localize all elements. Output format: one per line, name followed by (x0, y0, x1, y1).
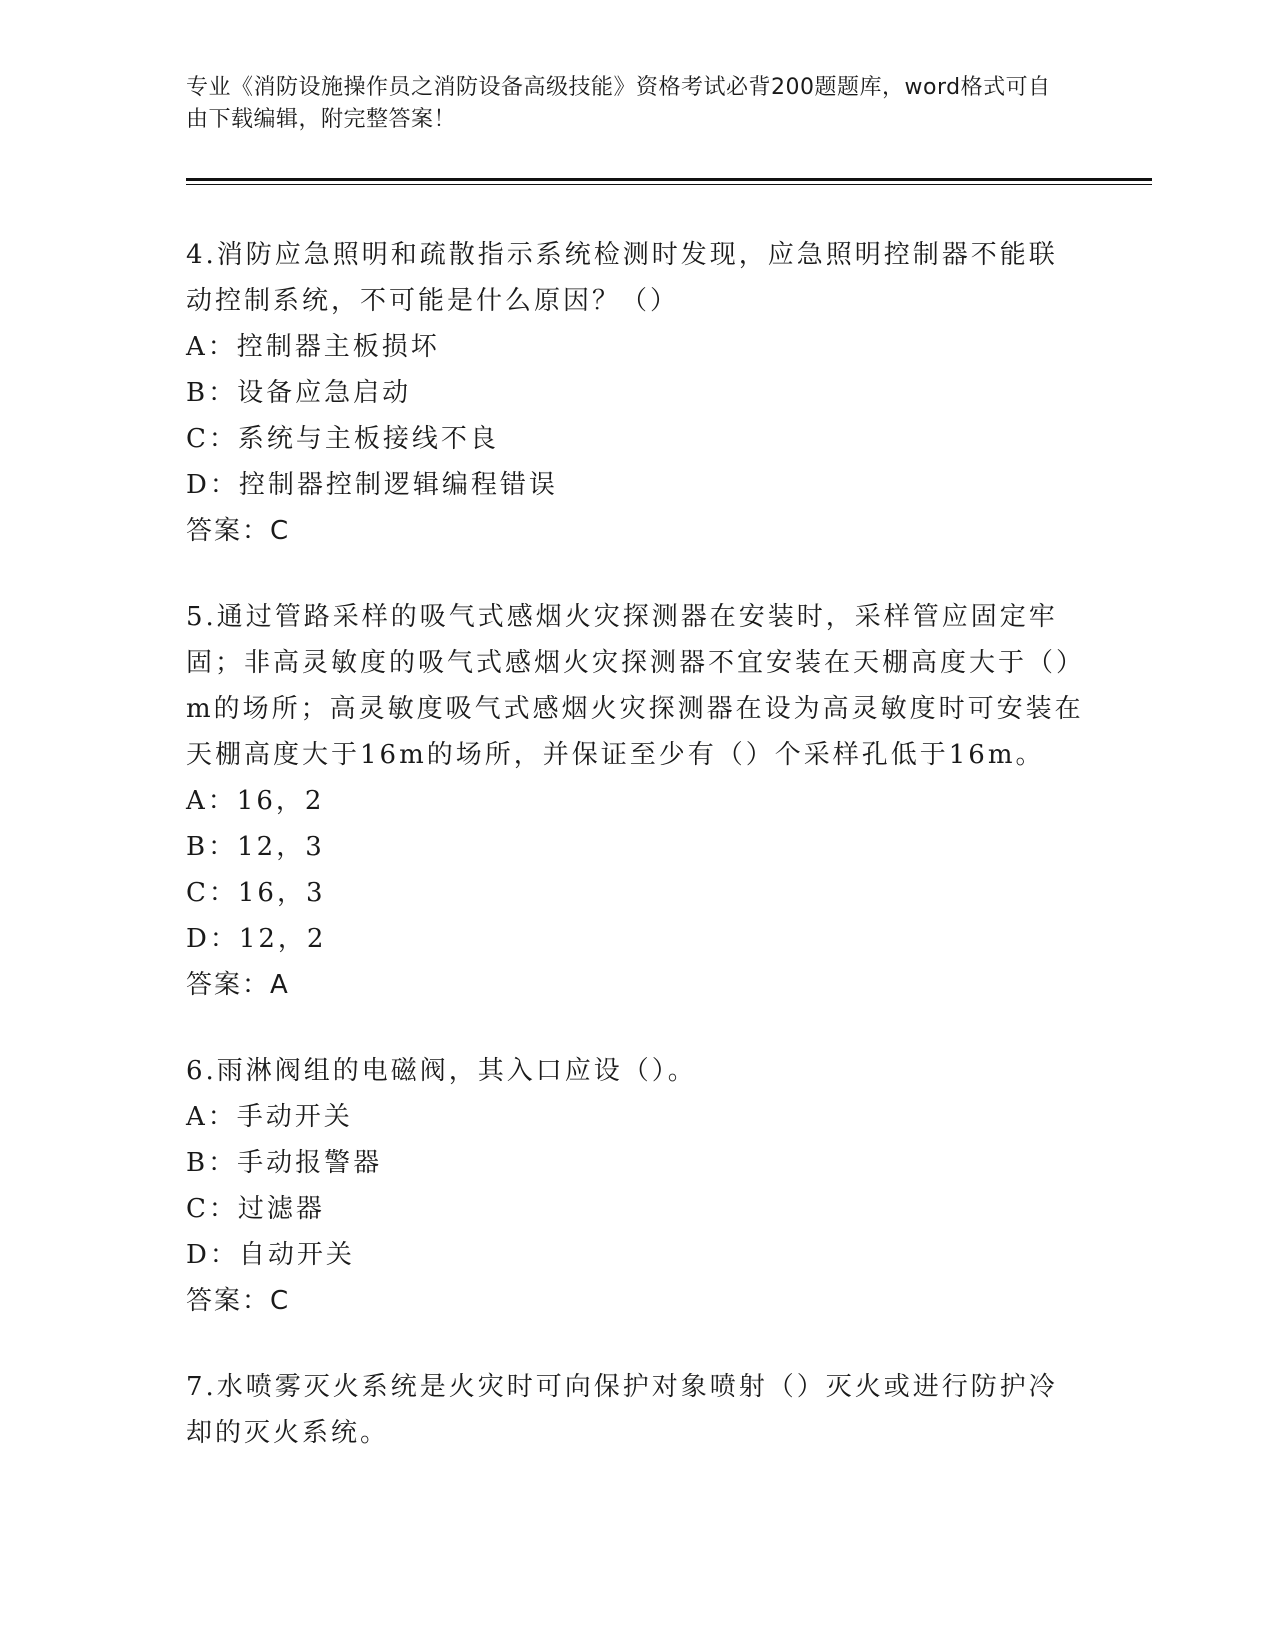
answer: 答案：A (186, 970, 290, 1000)
question-4 (186, 232, 1086, 554)
question-stem: 4.消防应急照明和疏散指示系统检测时发现，应急照明控制器不能联动控制系统，不可能是什么原因？（） (186, 240, 1058, 316)
option-a: A：控制器主板损坏 (186, 332, 440, 362)
question-stem: 7.水喷雾灭火系统是火灾时可向保护对象喷射（）灭火或进行防护冷却的灭火系统。 (186, 1372, 1058, 1448)
option-b: B：12，3 (186, 832, 325, 862)
option-c: C：过滤器 (186, 1194, 325, 1224)
option-c: C：16，3 (186, 878, 326, 908)
option-b: B：设备应急启动 (186, 378, 412, 408)
question-6 (186, 1048, 1086, 1324)
answer: 答案：C (186, 1286, 291, 1316)
option-a: A：手动开关 (186, 1102, 353, 1132)
option-d: D：控制器控制逻辑编程错误 (186, 470, 558, 500)
question-5 (186, 594, 1086, 1008)
option-a: A：16，2 (186, 786, 325, 816)
document-header: 专业《消防设施操作员之消防设备高级技能》资格考试必背200题题库，word格式可自由下载编辑，附完整答案！ (186, 75, 1051, 132)
question-7 (186, 1364, 1086, 1456)
header-rule-thick (186, 178, 1152, 181)
question-list (186, 232, 1086, 1496)
option-d: D：12，2 (186, 924, 327, 954)
option-c: C：系统与主板接线不良 (186, 424, 499, 454)
question-stem: 5.通过管路采样的吸气式感烟火灾探测器在安装时，采样管应固定牢固；非高灵敏度的吸气式感烟火灾探测器不宜安装在天棚高度大于（）m的场所；高灵敏度吸气式感烟火灾探测器在设为高灵敏度时可安装在天棚高度大于16m的场所，并保证至少有（）个采样孔低于16m。 (186, 602, 1086, 770)
question-stem: 6.雨淋阀组的电磁阀，其入口应设（）。 (186, 1056, 697, 1086)
header-rule-thin (186, 184, 1152, 185)
option-b: B：手动报警器 (186, 1148, 383, 1178)
option-d: D：自动开关 (186, 1240, 355, 1270)
answer: 答案：C (186, 516, 291, 546)
